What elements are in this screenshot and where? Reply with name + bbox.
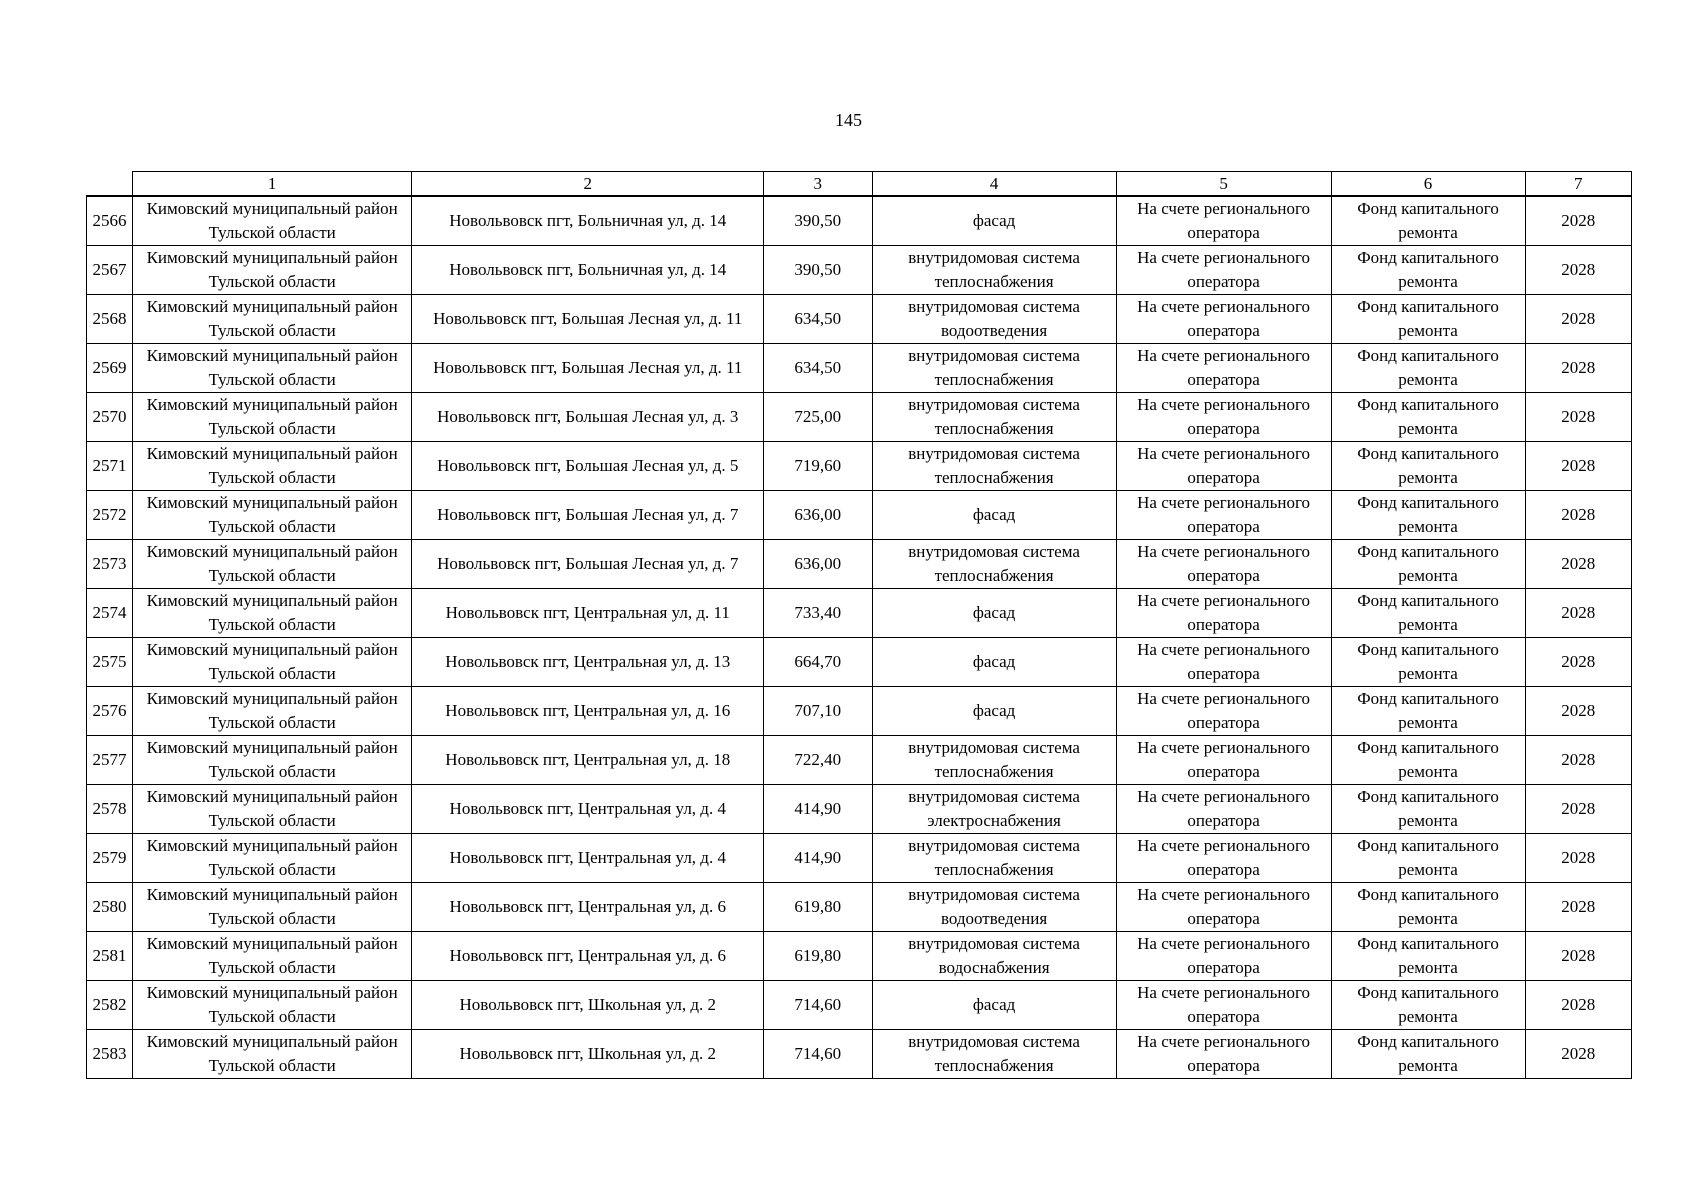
fund-cell: Фонд капитального ремонта	[1331, 196, 1525, 246]
address-cell: Новольвовск пгт, Больничная ул, д. 14	[412, 246, 764, 295]
address-cell: Новольвовск пгт, Большая Лесная ул, д. 11	[412, 344, 764, 393]
row-number: 2566	[87, 196, 133, 246]
account-cell: На счете регионального оператора	[1116, 491, 1331, 540]
header-cell-3: 3	[764, 172, 872, 197]
table-row	[87, 540, 1632, 589]
work-type-cell: фасад	[872, 687, 1116, 736]
row-number: 2581	[87, 932, 133, 981]
fund-cell: Фонд капитального ремонта	[1331, 687, 1525, 736]
value-cell: 714,60	[764, 981, 872, 1030]
header-cell-6: 6	[1331, 172, 1525, 197]
value-cell: 733,40	[764, 589, 872, 638]
fund-cell: Фонд капитального ремонта	[1331, 883, 1525, 932]
account-cell: На счете регионального оператора	[1116, 981, 1331, 1030]
value-cell: 719,60	[764, 442, 872, 491]
address-cell: Новольвовск пгт, Центральная ул, д. 11	[412, 589, 764, 638]
district-cell: Кимовский муниципальный район Тульской области	[132, 295, 412, 344]
year-cell: 2028	[1525, 589, 1631, 638]
address-cell: Новольвовск пгт, Большая Лесная ул, д. 7	[412, 540, 764, 589]
table-row	[87, 589, 1632, 638]
district-cell: Кимовский муниципальный район Тульской области	[132, 834, 412, 883]
work-type-cell: внутридомовая система теплоснабжения	[872, 834, 1116, 883]
value-cell: 390,50	[764, 246, 872, 295]
year-cell: 2028	[1525, 491, 1631, 540]
value-cell: 722,40	[764, 736, 872, 785]
row-number: 2574	[87, 589, 133, 638]
row-number: 2577	[87, 736, 133, 785]
address-cell: Новольвовск пгт, Центральная ул, д. 6	[412, 932, 764, 981]
value-cell: 636,00	[764, 491, 872, 540]
year-cell: 2028	[1525, 736, 1631, 785]
year-cell: 2028	[1525, 834, 1631, 883]
table-row	[87, 834, 1632, 883]
row-number: 2568	[87, 295, 133, 344]
fund-cell: Фонд капитального ремонта	[1331, 589, 1525, 638]
work-type-cell: фасад	[872, 196, 1116, 246]
district-cell: Кимовский муниципальный район Тульской области	[132, 638, 412, 687]
district-cell: Кимовский муниципальный район Тульской области	[132, 491, 412, 540]
district-cell: Кимовский муниципальный район Тульской области	[132, 393, 412, 442]
address-cell: Новольвовск пгт, Центральная ул, д. 18	[412, 736, 764, 785]
table-row	[87, 442, 1632, 491]
value-cell: 619,80	[764, 932, 872, 981]
value-cell: 707,10	[764, 687, 872, 736]
row-number: 2572	[87, 491, 133, 540]
year-cell: 2028	[1525, 393, 1631, 442]
district-cell: Кимовский муниципальный район Тульской области	[132, 589, 412, 638]
account-cell: На счете регионального оператора	[1116, 638, 1331, 687]
account-cell: На счете регионального оператора	[1116, 540, 1331, 589]
row-number: 2567	[87, 246, 133, 295]
fund-cell: Фонд капитального ремонта	[1331, 638, 1525, 687]
district-cell: Кимовский муниципальный район Тульской области	[132, 246, 412, 295]
year-cell: 2028	[1525, 932, 1631, 981]
row-number: 2571	[87, 442, 133, 491]
row-number: 2569	[87, 344, 133, 393]
header-cell-5: 5	[1116, 172, 1331, 197]
row-number: 2578	[87, 785, 133, 834]
value-cell: 636,00	[764, 540, 872, 589]
fund-cell: Фонд капитального ремонта	[1331, 295, 1525, 344]
work-type-cell: внутридомовая система теплоснабжения	[872, 393, 1116, 442]
work-type-cell: фасад	[872, 589, 1116, 638]
work-type-cell: внутридомовая система теплоснабжения	[872, 246, 1116, 295]
work-type-cell: внутридомовая система теплоснабжения	[872, 1030, 1116, 1079]
account-cell: На счете регионального оператора	[1116, 1030, 1331, 1079]
account-cell: На счете регионального оператора	[1116, 589, 1331, 638]
district-cell: Кимовский муниципальный район Тульской области	[132, 981, 412, 1030]
work-type-cell: внутридомовая система теплоснабжения	[872, 540, 1116, 589]
header-cell-1: 1	[132, 172, 412, 197]
value-cell: 664,70	[764, 638, 872, 687]
year-cell: 2028	[1525, 196, 1631, 246]
account-cell: На счете регионального оператора	[1116, 883, 1331, 932]
table-row	[87, 196, 1632, 246]
year-cell: 2028	[1525, 246, 1631, 295]
account-cell: На счете регионального оператора	[1116, 246, 1331, 295]
year-cell: 2028	[1525, 638, 1631, 687]
address-cell: Новольвовск пгт, Большая Лесная ул, д. 5	[412, 442, 764, 491]
table-row	[87, 883, 1632, 932]
value-cell: 634,50	[764, 344, 872, 393]
account-cell: На счете регионального оператора	[1116, 295, 1331, 344]
address-cell: Новольвовск пгт, Центральная ул, д. 13	[412, 638, 764, 687]
year-cell: 2028	[1525, 295, 1631, 344]
address-cell: Новольвовск пгт, Большая Лесная ул, д. 11	[412, 295, 764, 344]
header-cell-blank	[87, 172, 133, 197]
address-cell: Новольвовск пгт, Центральная ул, д. 4	[412, 785, 764, 834]
address-cell: Новольвовск пгт, Больничная ул, д. 14	[412, 196, 764, 246]
work-type-cell: внутридомовая система теплоснабжения	[872, 344, 1116, 393]
table-row	[87, 491, 1632, 540]
table-row	[87, 785, 1632, 834]
year-cell: 2028	[1525, 344, 1631, 393]
table-row	[87, 1030, 1632, 1079]
year-cell: 2028	[1525, 883, 1631, 932]
fund-cell: Фонд капитального ремонта	[1331, 344, 1525, 393]
fund-cell: Фонд капитального ремонта	[1331, 981, 1525, 1030]
year-cell: 2028	[1525, 442, 1631, 491]
repair-register-table	[86, 171, 1632, 1079]
table-row	[87, 932, 1632, 981]
year-cell: 2028	[1525, 687, 1631, 736]
account-cell: На счете регионального оператора	[1116, 344, 1331, 393]
account-cell: На счете регионального оператора	[1116, 785, 1331, 834]
fund-cell: Фонд капитального ремонта	[1331, 491, 1525, 540]
district-cell: Кимовский муниципальный район Тульской области	[132, 883, 412, 932]
value-cell: 725,00	[764, 393, 872, 442]
district-cell: Кимовский муниципальный район Тульской области	[132, 785, 412, 834]
district-cell: Кимовский муниципальный район Тульской области	[132, 540, 412, 589]
work-type-cell: внутридомовая система водоотведения	[872, 883, 1116, 932]
work-type-cell: внутридомовая система водоотведения	[872, 295, 1116, 344]
address-cell: Новольвовск пгт, Школьная ул, д. 2	[412, 981, 764, 1030]
year-cell: 2028	[1525, 1030, 1631, 1079]
year-cell: 2028	[1525, 785, 1631, 834]
address-cell: Новольвовск пгт, Центральная ул, д. 16	[412, 687, 764, 736]
value-cell: 619,80	[764, 883, 872, 932]
value-cell: 414,90	[764, 785, 872, 834]
row-number: 2579	[87, 834, 133, 883]
work-type-cell: фасад	[872, 491, 1116, 540]
value-cell: 414,90	[764, 834, 872, 883]
table-row	[87, 344, 1632, 393]
row-number: 2580	[87, 883, 133, 932]
account-cell: На счете регионального оператора	[1116, 687, 1331, 736]
fund-cell: Фонд капитального ремонта	[1331, 1030, 1525, 1079]
address-cell: Новольвовск пгт, Центральная ул, д. 6	[412, 883, 764, 932]
account-cell: На счете регионального оператора	[1116, 196, 1331, 246]
account-cell: На счете регионального оператора	[1116, 393, 1331, 442]
fund-cell: Фонд капитального ремонта	[1331, 393, 1525, 442]
fund-cell: Фонд капитального ремонта	[1331, 540, 1525, 589]
account-cell: На счете регионального оператора	[1116, 736, 1331, 785]
fund-cell: Фонд капитального ремонта	[1331, 736, 1525, 785]
row-number: 2582	[87, 981, 133, 1030]
value-cell: 634,50	[764, 295, 872, 344]
fund-cell: Фонд капитального ремонта	[1331, 932, 1525, 981]
table-row	[87, 981, 1632, 1030]
district-cell: Кимовский муниципальный район Тульской области	[132, 344, 412, 393]
page-number: 145	[835, 110, 862, 130]
account-cell: На счете регионального оператора	[1116, 442, 1331, 491]
table-row	[87, 687, 1632, 736]
header-cell-4: 4	[872, 172, 1116, 197]
account-cell: На счете регионального оператора	[1116, 932, 1331, 981]
row-number: 2570	[87, 393, 133, 442]
header-cell-2: 2	[412, 172, 764, 197]
address-cell: Новольвовск пгт, Большая Лесная ул, д. 3	[412, 393, 764, 442]
column-number-header-row	[87, 172, 1632, 197]
row-number: 2573	[87, 540, 133, 589]
row-number: 2575	[87, 638, 133, 687]
table-row	[87, 246, 1632, 295]
district-cell: Кимовский муниципальный район Тульской области	[132, 1030, 412, 1079]
row-number: 2583	[87, 1030, 133, 1079]
work-type-cell: внутридомовая система водоснабжения	[872, 932, 1116, 981]
district-cell: Кимовский муниципальный район Тульской области	[132, 736, 412, 785]
district-cell: Кимовский муниципальный район Тульской области	[132, 196, 412, 246]
address-cell: Новольвовск пгт, Школьная ул, д. 2	[412, 1030, 764, 1079]
value-cell: 390,50	[764, 196, 872, 246]
work-type-cell: внутридомовая система теплоснабжения	[872, 736, 1116, 785]
fund-cell: Фонд капитального ремонта	[1331, 442, 1525, 491]
work-type-cell: внутридомовая система электроснабжения	[872, 785, 1116, 834]
fund-cell: Фонд капитального ремонта	[1331, 834, 1525, 883]
table-row	[87, 638, 1632, 687]
work-type-cell: внутридомовая система теплоснабжения	[872, 442, 1116, 491]
fund-cell: Фонд капитального ремонта	[1331, 246, 1525, 295]
year-cell: 2028	[1525, 981, 1631, 1030]
address-cell: Новольвовск пгт, Центральная ул, д. 4	[412, 834, 764, 883]
value-cell: 714,60	[764, 1030, 872, 1079]
header-cell-7: 7	[1525, 172, 1631, 197]
year-cell: 2028	[1525, 540, 1631, 589]
work-type-cell: фасад	[872, 638, 1116, 687]
district-cell: Кимовский муниципальный район Тульской области	[132, 932, 412, 981]
account-cell: На счете регионального оператора	[1116, 834, 1331, 883]
table-row	[87, 295, 1632, 344]
table-row	[87, 736, 1632, 785]
work-type-cell: фасад	[872, 981, 1116, 1030]
district-cell: Кимовский муниципальный район Тульской области	[132, 442, 412, 491]
district-cell: Кимовский муниципальный район Тульской области	[132, 687, 412, 736]
table-row	[87, 393, 1632, 442]
fund-cell: Фонд капитального ремонта	[1331, 785, 1525, 834]
address-cell: Новольвовск пгт, Большая Лесная ул, д. 7	[412, 491, 764, 540]
row-number: 2576	[87, 687, 133, 736]
